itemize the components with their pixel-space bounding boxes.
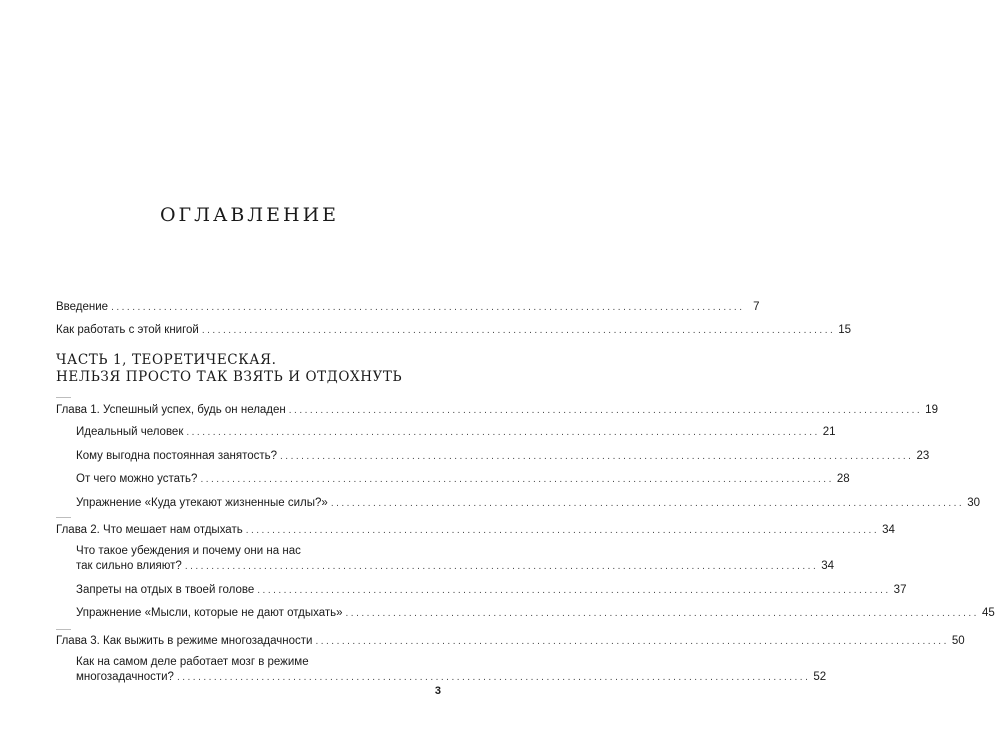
leader-dots: ........................................................................................................................ [200,474,834,485]
toc-chapter-2[interactable] [56,523,895,538]
chapter-rule [56,517,71,518]
toc-entry-label: Глава 3. Как выжить в режиме многозадачности [56,635,313,647]
leader-dots: ........................................................................................................................ [288,405,923,416]
toc-section[interactable] [76,449,930,464]
page-number: 3 [434,685,441,697]
toc-entry-page: 34 [882,524,895,536]
leader-dots: ........................................................................................................................ [186,427,820,438]
leader-dots: ........................................................................................................................ [176,672,811,683]
part-heading [56,352,456,386]
leader-dots: ........................................................................................................................ [184,561,819,572]
toc-entry-page: 23 [916,450,930,462]
chapter-rule [56,397,71,398]
leader-dots: ........................................................................................................................ [257,585,891,596]
toc-entry-label: Идеальный человек [76,426,184,438]
leader-dots: ........................................................................................................................ [111,302,745,313]
leader-dots: ........................................................................................................................ [280,451,914,462]
toc-entry-page: 45 [981,607,995,619]
toc-section-label-line1: Как на самом деле работает мозг в режиме [76,656,309,668]
toc-entry-label: Упражнение «Куда утекают жизненные силы?» [76,497,328,509]
toc-section[interactable] [76,670,827,685]
leader-dots: ........................................................................................................................ [345,608,979,619]
toc-section[interactable] [76,559,835,574]
leader-dots: ........................................................................................................................ [245,525,880,536]
toc-entry-page: 21 [822,426,836,438]
toc-section[interactable] [76,472,850,487]
leader-dots: ........................................................................................................................ [330,498,965,509]
toc-section[interactable] [76,606,995,621]
toc-entry-page: 37 [893,584,907,596]
toc-entry-label: Запреты на отдых в твоей голове [76,584,255,596]
toc-section-label-line1: Что такое убеждения и почему они на нас [76,545,301,557]
toc-section[interactable] [76,496,981,511]
toc-entry-label: От чего можно устать? [76,473,198,485]
toc-entry-page: 28 [836,473,850,485]
toc-entry-page: 7 [753,301,760,313]
toc-entry-label: Введение [56,301,109,313]
toc-entry-page: 50 [951,635,965,647]
leader-dots: ........................................................................................................................ [201,325,836,336]
toc-entry-introduction[interactable] [56,300,760,315]
toc-entry-label: Кому выгодна постоянная занятость? [76,450,278,462]
toc-entry-label: Упражнение «Мысли, которые не дают отдыхать» [76,607,343,619]
part-heading-line1: ЧАСТЬ 1, ТЕОРЕТИЧЕСКАЯ. [56,352,277,368]
toc-entry-page: 19 [925,404,938,416]
toc-entry-label: Как работать с этой книгой [56,324,199,336]
toc-entry-label: Глава 2. Что мешает нам отдыхать [56,524,243,536]
toc-chapter-1[interactable] [56,403,938,418]
toc-entry-page: 52 [813,671,827,683]
toc-entry-page: 30 [967,497,981,509]
toc-entry-page: 15 [838,324,852,336]
toc-entry-label: многозадачности? [76,671,174,683]
page-title: ОГЛАВЛЕНИЕ [159,204,340,226]
toc-entry-page: 34 [821,560,835,572]
chapter-rule [56,629,71,630]
toc-entry-label: так сильно влияют? [76,560,182,572]
part-heading-line2: НЕЛЬЗЯ ПРОСТО ТАК ВЗЯТЬ И ОТДОХНУТЬ [56,369,403,385]
toc-section[interactable] [76,583,907,598]
toc-section[interactable] [76,425,836,440]
toc-chapter-3[interactable] [56,634,965,649]
toc-entry-label: Глава 1. Успешный успех, будь он неладен [56,404,286,416]
toc-entry-how-to-use[interactable] [56,323,852,338]
leader-dots: ........................................................................................................................ [315,636,949,647]
